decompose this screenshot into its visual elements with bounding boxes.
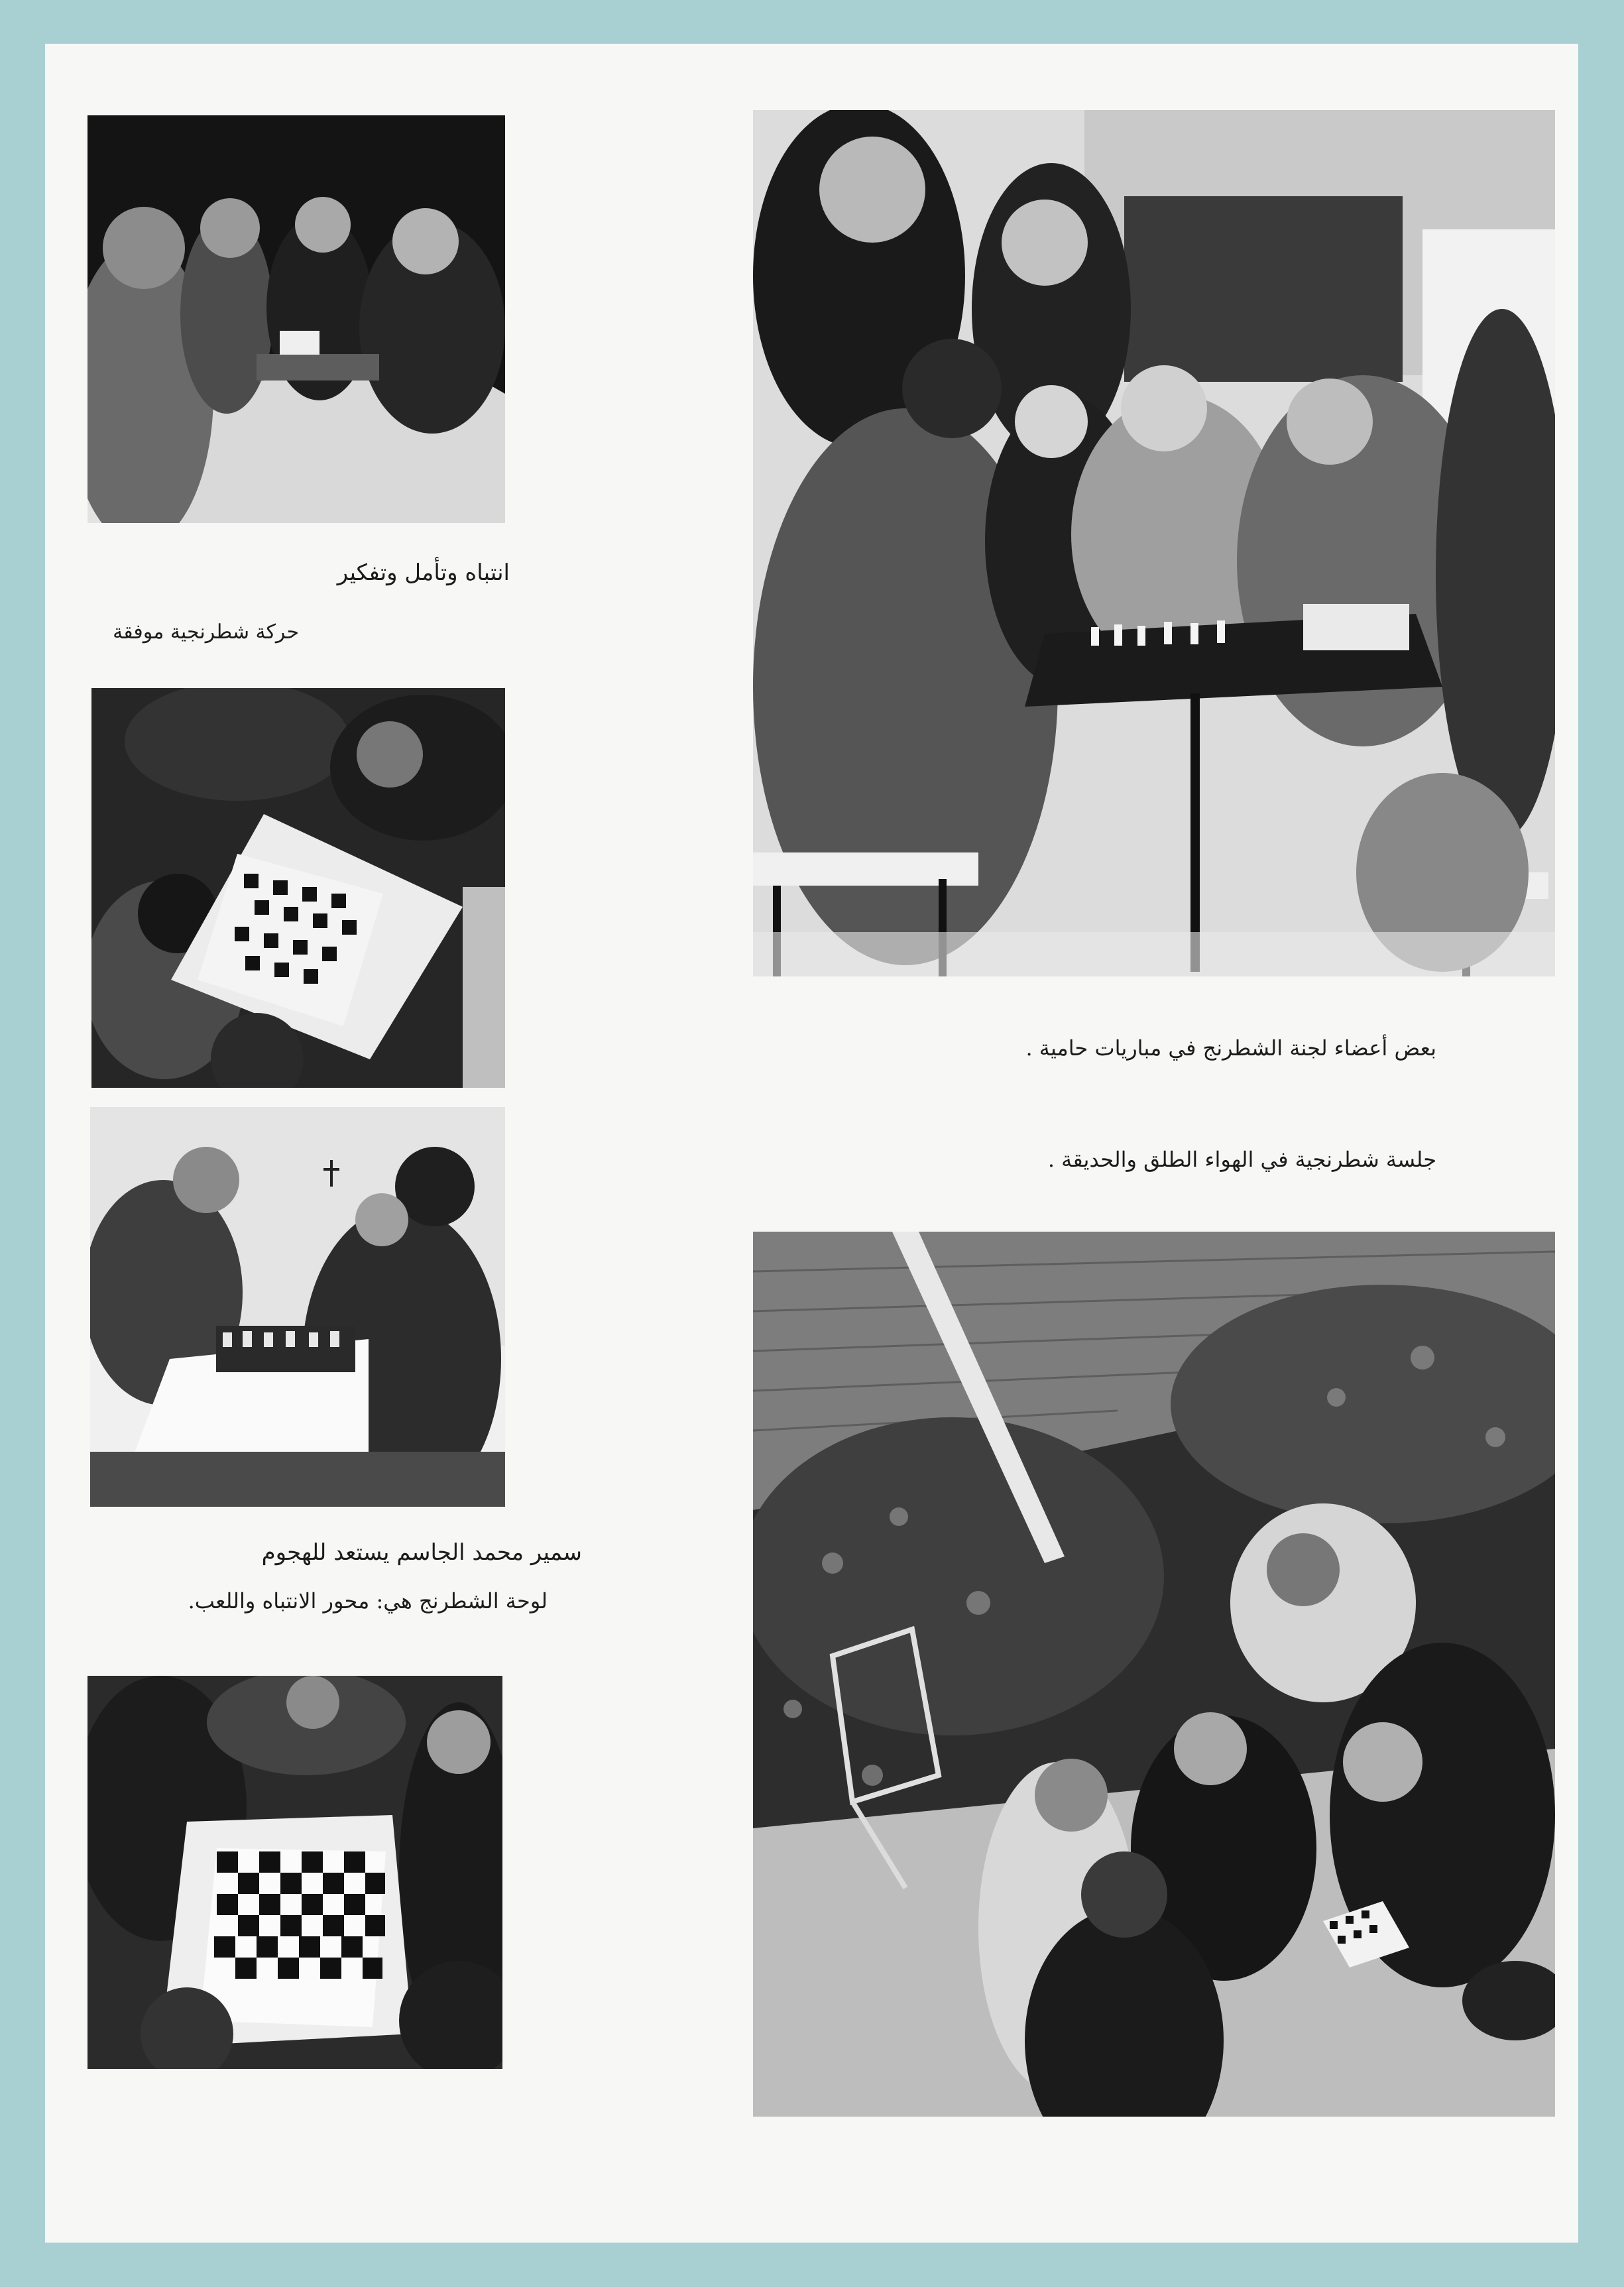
photo-overhead-chess-board	[91, 688, 505, 1088]
caption-samir-attack: سمير محمد الجاسم يستعد للهجوم	[261, 1539, 582, 1566]
photo-player-thinking-hand-on-chin	[90, 1107, 505, 1507]
caption-successful-move: حركة شطرنجية موفقة	[113, 620, 299, 644]
caption-chess-committee-matches: بعض أعضاء لجنة الشطرنج في مباريات حامية .	[1025, 1035, 1436, 1061]
photo-players-focused-at-board	[87, 115, 505, 523]
photo-outdoor-garden-chess-session	[753, 1232, 1555, 2117]
photo-chess-committee-indoor-match	[753, 110, 1555, 976]
caption-attention-thought: انتباه وتأمل وتفكير	[337, 559, 510, 586]
caption-outdoor-garden-session: جلسة شطرنجية في الهواء الطلق والحديقة .	[1047, 1147, 1436, 1172]
photo-overhead-board-with-pieces	[87, 1676, 502, 2069]
caption-board-center-of-attention: لوحة الشطرنج هي: محور الانتباه واللعب.	[188, 1588, 548, 1613]
document-page	[45, 44, 1578, 2243]
